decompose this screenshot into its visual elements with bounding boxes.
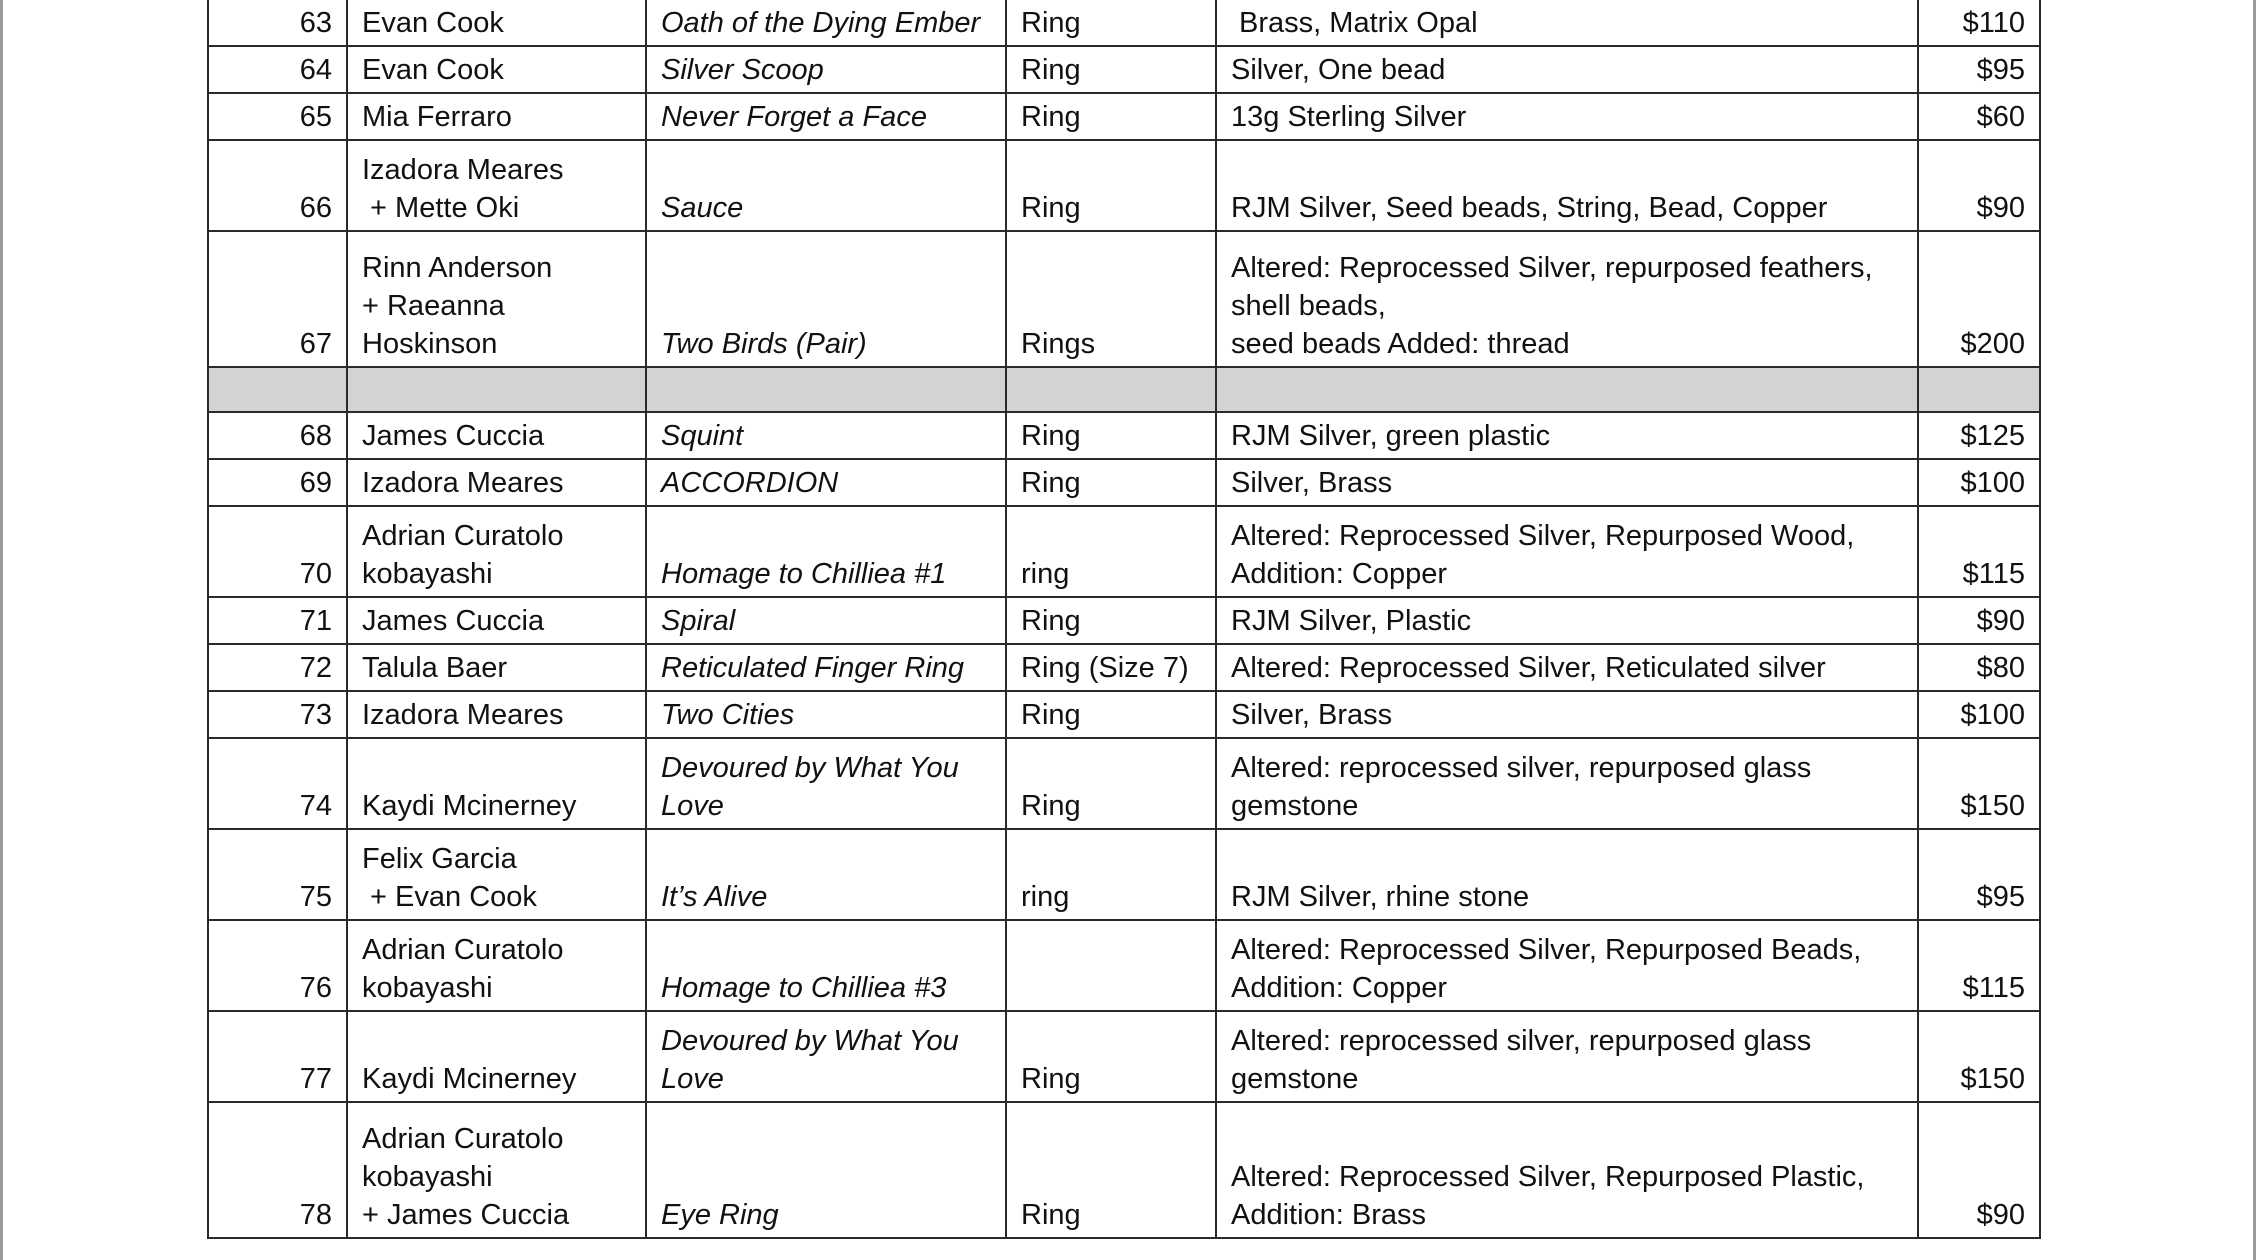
- price-cell: $60: [1918, 93, 2040, 140]
- item-number: 73: [208, 691, 347, 738]
- price-cell: $95: [1918, 46, 2040, 93]
- materials-cell: RJM Silver, Plastic: [1216, 597, 1918, 644]
- table-row: [208, 691, 2040, 738]
- title-cell: Homage to Chilliea #1: [646, 506, 1006, 597]
- table-row: [208, 738, 2040, 829]
- separator-cell: [208, 367, 347, 412]
- item-number: 63: [208, 0, 347, 46]
- page-edge-left: [0, 0, 3, 1260]
- price-cell: $200: [1918, 231, 2040, 367]
- artist-cell: Evan Cook: [347, 46, 646, 93]
- artist-cell: Izadora Meares: [347, 691, 646, 738]
- price-cell: $115: [1918, 506, 2040, 597]
- item-number: 71: [208, 597, 347, 644]
- title-cell: Sauce: [646, 140, 1006, 231]
- price-cell: $110: [1918, 0, 2040, 46]
- materials-cell: RJM Silver, rhine stone: [1216, 829, 1918, 920]
- item-number: 68: [208, 412, 347, 459]
- price-cell: $100: [1918, 459, 2040, 506]
- artist-cell: Adrian Curatolo kobayashi + James Cuccia: [347, 1102, 646, 1238]
- separator-cell: [1918, 367, 2040, 412]
- type-cell: [1006, 920, 1216, 1011]
- materials-cell: Brass, Matrix Opal: [1216, 0, 1918, 46]
- type-cell: Ring: [1006, 412, 1216, 459]
- type-cell: Rings: [1006, 231, 1216, 367]
- price-cell: $90: [1918, 1102, 2040, 1238]
- artist-cell: Izadora Meares: [347, 459, 646, 506]
- artist-cell: James Cuccia: [347, 412, 646, 459]
- type-cell: ring: [1006, 829, 1216, 920]
- artist-cell: Talula Baer: [347, 644, 646, 691]
- artist-cell: Kaydi Mcinerney: [347, 1011, 646, 1102]
- title-cell: Two Cities: [646, 691, 1006, 738]
- materials-cell: Altered: Reprocessed Silver, repurposed feathers, shell beads, seed beads Added: thread: [1216, 231, 1918, 367]
- table-row: [208, 829, 2040, 920]
- artist-cell: Izadora Meares + Mette Oki: [347, 140, 646, 231]
- title-cell: Reticulated Finger Ring: [646, 644, 1006, 691]
- title-cell: Two Birds (Pair): [646, 231, 1006, 367]
- type-cell: Ring: [1006, 93, 1216, 140]
- type-cell: Ring (Size 7): [1006, 644, 1216, 691]
- item-number: 76: [208, 920, 347, 1011]
- title-cell: ACCORDION: [646, 459, 1006, 506]
- table-row: [208, 93, 2040, 140]
- item-number: 74: [208, 738, 347, 829]
- type-cell: Ring: [1006, 1011, 1216, 1102]
- table-row: [208, 597, 2040, 644]
- table-row: [208, 140, 2040, 231]
- table-row: [208, 0, 2040, 46]
- table-row: [208, 231, 2040, 367]
- artist-cell: Rinn Anderson + Raeanna Hoskinson: [347, 231, 646, 367]
- materials-cell: RJM Silver, green plastic: [1216, 412, 1918, 459]
- type-cell: Ring: [1006, 738, 1216, 829]
- materials-cell: Altered: reprocessed silver, repurposed glass gemstone: [1216, 1011, 1918, 1102]
- separator-cell: [1006, 367, 1216, 412]
- item-number: 72: [208, 644, 347, 691]
- separator-row: [208, 367, 2040, 412]
- artist-cell: James Cuccia: [347, 597, 646, 644]
- title-cell: Never Forget a Face: [646, 93, 1006, 140]
- price-cell: $90: [1918, 597, 2040, 644]
- materials-cell: Silver, Brass: [1216, 691, 1918, 738]
- table-row: [208, 920, 2040, 1011]
- item-number: 66: [208, 140, 347, 231]
- separator-cell: [1216, 367, 1918, 412]
- item-number: 77: [208, 1011, 347, 1102]
- price-cell: $150: [1918, 738, 2040, 829]
- title-cell: Squint: [646, 412, 1006, 459]
- item-number: 64: [208, 46, 347, 93]
- item-number: 69: [208, 459, 347, 506]
- title-cell: Homage to Chilliea #3: [646, 920, 1006, 1011]
- artist-cell: Felix Garcia + Evan Cook: [347, 829, 646, 920]
- materials-cell: RJM Silver, Seed beads, String, Bead, Copper: [1216, 140, 1918, 231]
- type-cell: Ring: [1006, 46, 1216, 93]
- item-number: 78: [208, 1102, 347, 1238]
- item-number: 70: [208, 506, 347, 597]
- type-cell: Ring: [1006, 140, 1216, 231]
- table-row: [208, 1102, 2040, 1238]
- item-number: 67: [208, 231, 347, 367]
- materials-cell: Silver, Brass: [1216, 459, 1918, 506]
- item-number: 65: [208, 93, 347, 140]
- title-cell: Oath of the Dying Ember: [646, 0, 1006, 46]
- artist-cell: Mia Ferraro: [347, 93, 646, 140]
- price-cell: $80: [1918, 644, 2040, 691]
- catalog-table: [207, 0, 2041, 1239]
- separator-cell: [347, 367, 646, 412]
- artist-cell: Adrian Curatolo kobayashi: [347, 506, 646, 597]
- type-cell: Ring: [1006, 1102, 1216, 1238]
- materials-cell: Altered: reprocessed silver, repurposed glass gemstone: [1216, 738, 1918, 829]
- artist-cell: Kaydi Mcinerney: [347, 738, 646, 829]
- type-cell: Ring: [1006, 597, 1216, 644]
- type-cell: Ring: [1006, 0, 1216, 46]
- title-cell: It’s Alive: [646, 829, 1006, 920]
- materials-cell: Altered: Reprocessed Silver, Repurposed Plastic, Addition: Brass: [1216, 1102, 1918, 1238]
- title-cell: Silver Scoop: [646, 46, 1006, 93]
- type-cell: ring: [1006, 506, 1216, 597]
- price-cell: $95: [1918, 829, 2040, 920]
- materials-cell: Altered: Reprocessed Silver, Repurposed Beads, Addition: Copper: [1216, 920, 1918, 1011]
- table-row: [208, 1011, 2040, 1102]
- price-cell: $125: [1918, 412, 2040, 459]
- title-cell: Spiral: [646, 597, 1006, 644]
- materials-cell: Altered: Reprocessed Silver, Repurposed Wood, Addition: Copper: [1216, 506, 1918, 597]
- materials-cell: Silver, One bead: [1216, 46, 1918, 93]
- artist-cell: Evan Cook: [347, 0, 646, 46]
- title-cell: Devoured by What You Love: [646, 738, 1006, 829]
- table-row: [208, 412, 2040, 459]
- type-cell: Ring: [1006, 691, 1216, 738]
- separator-cell: [646, 367, 1006, 412]
- table-row: [208, 644, 2040, 691]
- price-cell: $100: [1918, 691, 2040, 738]
- table-row: [208, 506, 2040, 597]
- table-row: [208, 459, 2040, 506]
- materials-cell: 13g Sterling Silver: [1216, 93, 1918, 140]
- price-cell: $115: [1918, 920, 2040, 1011]
- materials-cell: Altered: Reprocessed Silver, Reticulated silver: [1216, 644, 1918, 691]
- price-cell: $150: [1918, 1011, 2040, 1102]
- item-number: 75: [208, 829, 347, 920]
- price-cell: $90: [1918, 140, 2040, 231]
- title-cell: Devoured by What You Love: [646, 1011, 1006, 1102]
- table-row: [208, 46, 2040, 93]
- artist-cell: Adrian Curatolo kobayashi: [347, 920, 646, 1011]
- title-cell: Eye Ring: [646, 1102, 1006, 1238]
- type-cell: Ring: [1006, 459, 1216, 506]
